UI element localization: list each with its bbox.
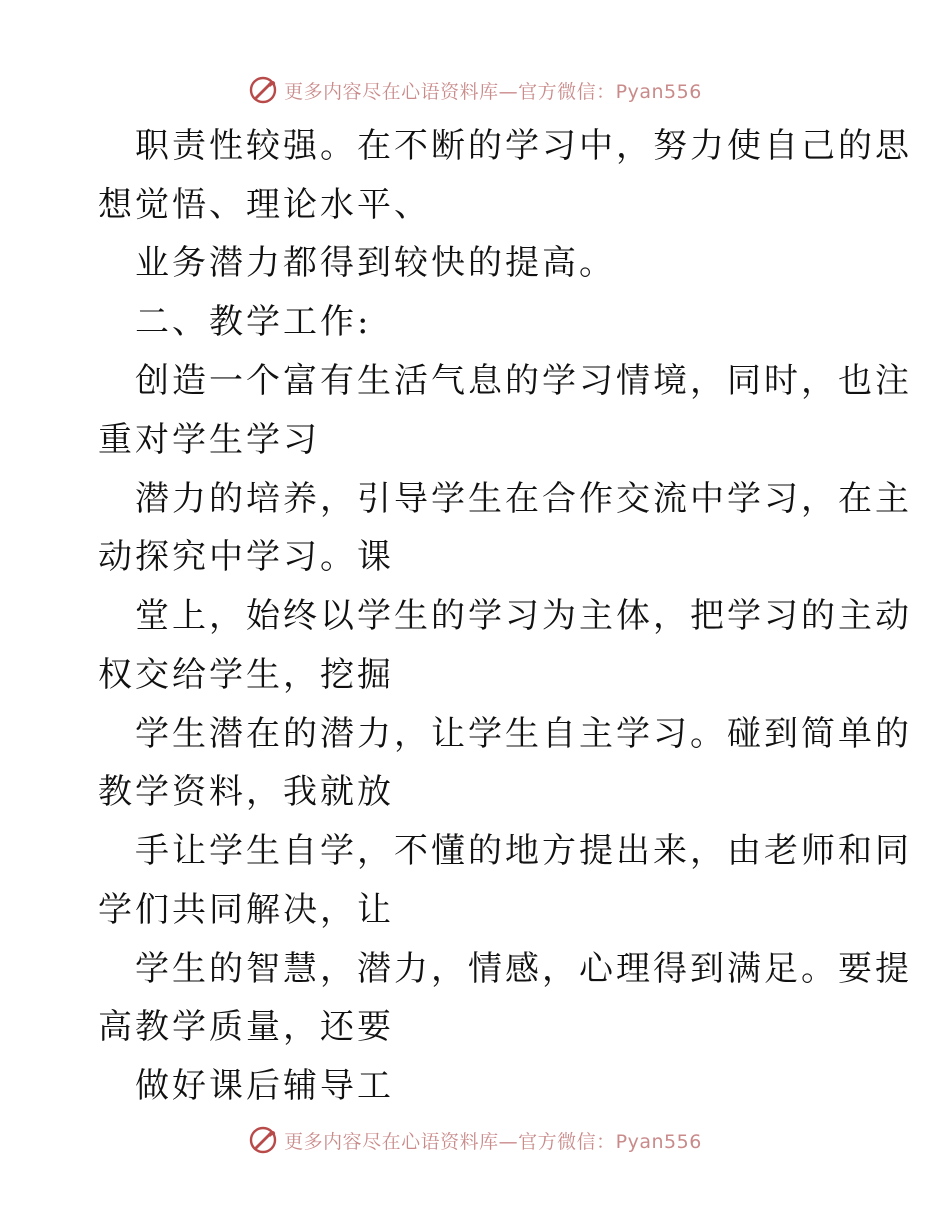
footer-watermark <box>0 1120 950 1160</box>
header-watermark <box>0 70 950 110</box>
text-line: 教学资料，我就放 <box>98 772 394 812</box>
text-line: 高教学质量，还要 <box>98 1007 394 1047</box>
text-line: 潜力的培养，引导学生在合作交流中学习，在主 <box>135 479 912 519</box>
text-line: 堂上，始终以学生的学习为主体，把学习的主动 <box>135 596 912 636</box>
text-line: 动探究中学习。课 <box>98 537 394 577</box>
text-line: 业务潜力都得到较快的提高。 <box>135 243 616 283</box>
text-line: 创造一个富有生活气息的学习情境，同时，也注 <box>135 361 912 401</box>
text-line: 重对学生学习 <box>98 420 320 460</box>
text-line: 职责性较强。在不断的学习中，努力使自己的思 <box>135 126 912 166</box>
text-line: 学生潜在的潜力，让学生自主学习。碰到简单的 <box>135 714 912 754</box>
watermark-text: 更多内容尽在心语资料库—官方微信：Pyan556 <box>284 80 702 103</box>
text-line: 学们共同解决，让 <box>98 890 394 930</box>
quill-logo-icon <box>248 75 278 105</box>
text-line: 手让学生自学，不懂的地方提出来，由老师和同 <box>135 831 912 871</box>
text-line: 权交给学生，挖掘 <box>98 655 394 695</box>
quill-logo-icon <box>248 1125 278 1155</box>
text-line: 学生的智慧，潜力，情感，心理得到满足。要提 <box>135 949 912 989</box>
text-line: 做好课后辅导工 <box>135 1066 394 1106</box>
section-heading: 二、教学工作: <box>135 302 372 342</box>
watermark-text: 更多内容尽在心语资料库—官方微信：Pyan556 <box>284 1130 702 1153</box>
text-line: 想觉悟、理论水平、 <box>98 185 431 225</box>
